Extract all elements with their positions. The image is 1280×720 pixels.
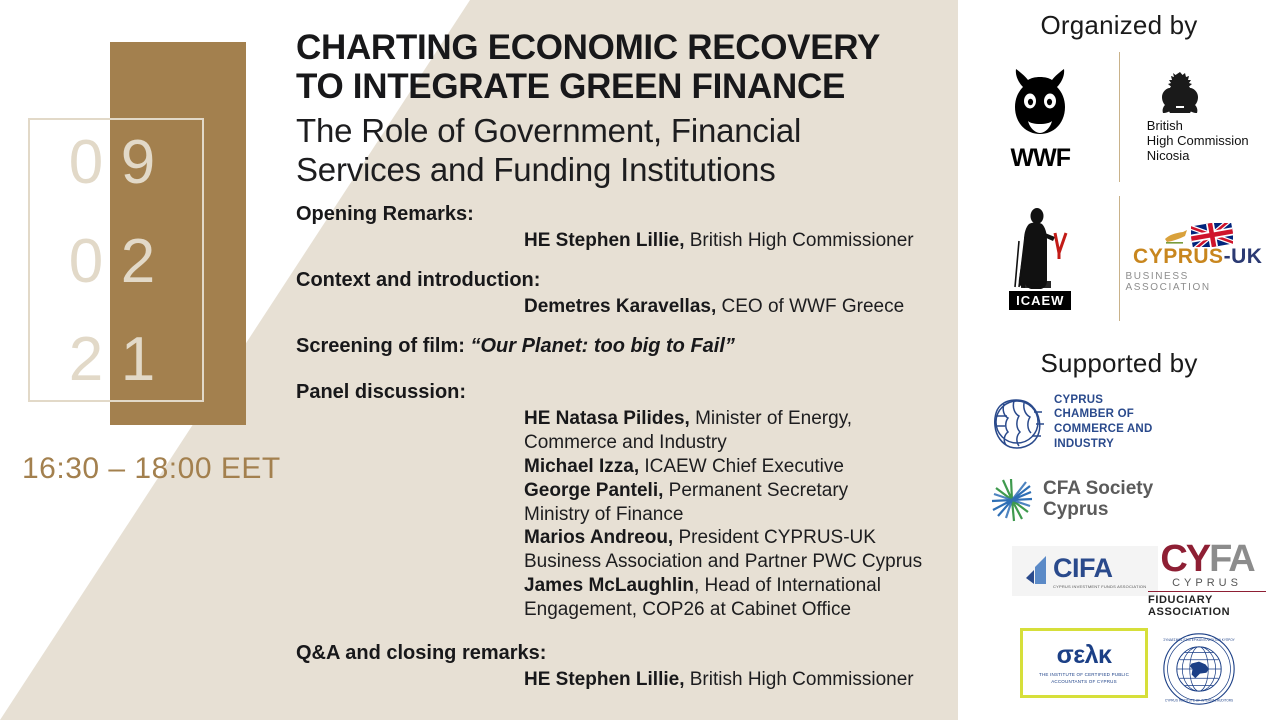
cifa-logo (1012, 546, 1158, 596)
chamber-line-1: CYPRUS (1054, 393, 1104, 406)
organized-logos-row-2 (968, 196, 1270, 321)
main-content (296, 28, 944, 694)
page-subtitle (296, 112, 944, 189)
wwf-wordmark: WWF (1010, 144, 1070, 172)
sponsor-rail (958, 0, 1280, 720)
speaker-name: Demetres Karavellas, (524, 295, 717, 317)
selk-sub-line-1: THE INSTITUTE OF CERTIFIED PUBLIC (1039, 672, 1130, 677)
agenda-spacer (296, 255, 944, 265)
panelist-role: , Head of International (694, 575, 881, 597)
agenda-speakers-closing (296, 668, 944, 692)
wwf-mark (997, 61, 1083, 173)
panelist-role: President CYPRUS-UK (673, 527, 876, 549)
svg-text:CYPRUS INSTITUTE OF INTERNAL A: CYPRUS INSTITUTE OF INTERNAL AUDITORS (1164, 698, 1234, 703)
date-year-second: 1 (120, 325, 164, 395)
agenda-speakers-context (296, 295, 944, 319)
panelist-name: Marios Andreou, (524, 527, 674, 549)
chamber-emblem-icon (990, 392, 1046, 452)
chamber-line-2: CHAMBER OF (1054, 408, 1134, 421)
speaker-entry (524, 229, 944, 253)
cyprus-chamber-text (1054, 393, 1152, 452)
organized-by-heading: Organized by (1040, 10, 1198, 40)
agenda-label-opening: Opening Remarks: (296, 202, 474, 225)
cfa-society-logo (990, 478, 1153, 522)
logo-divider (1119, 52, 1120, 182)
cifa-chart-icon (1024, 554, 1050, 588)
date-month-row (28, 226, 204, 296)
cyfa-fa: FA (1209, 538, 1254, 580)
list-item (524, 407, 944, 431)
cyfa-cyprus-label: CYPRUS (1172, 577, 1242, 590)
agenda-item-film-screening (296, 331, 944, 361)
panelist-role: ICAEW Chief Executive (639, 455, 844, 477)
panelist-name: Michael Izza, (524, 455, 640, 477)
title-line-1: CHARTING ECONOMIC RECOVERY (296, 28, 880, 67)
cifa-wordmark: CIFA (1053, 553, 1113, 583)
supported-by-heading: Supported by (1040, 348, 1198, 378)
panelist-name: HE Natasa Pilides, (524, 407, 690, 429)
panelist-name: George Panteli, (524, 479, 664, 501)
organized-logos-row-1 (968, 52, 1270, 182)
bhc-line-1: British (1146, 118, 1183, 134)
list-item (524, 526, 944, 550)
cifa-text (1053, 553, 1146, 589)
event-time: 16:30 – 18:00 EET (22, 452, 281, 485)
cfa-society-mark (990, 478, 1153, 522)
speaker-role: British High Commissioner (684, 229, 914, 251)
panelist-role: Permanent Secretary (663, 479, 849, 501)
chamber-line-3: COMMERCE AND (1054, 423, 1153, 435)
union-jack-icon (1191, 223, 1233, 247)
cfa-line-2: Cyprus (1043, 499, 1109, 520)
speaker-role: British High Commissioner (684, 669, 914, 691)
date-month-first: 0 (68, 226, 112, 296)
cyprus-island-icon (1163, 227, 1189, 247)
cyprus-uk-emblems (1125, 225, 1270, 247)
agenda-label-closing: Q&A and closing remarks: (296, 642, 547, 665)
cyfa-mark (1148, 538, 1266, 619)
speaker-role: CEO of WWF Greece (716, 295, 905, 317)
cyprus-uk-subtitle: BUSINESS ASSOCIATION (1125, 270, 1211, 293)
panelist-role-continued: Ministry of Finance (524, 503, 684, 525)
date-year-first: 2 (68, 325, 112, 395)
cfa-line-1: CFA Society (1043, 478, 1154, 500)
agenda-label-panel: Panel discussion: (296, 380, 467, 403)
panelist-name: James McLaughlin (524, 575, 694, 597)
speaker-entry (524, 295, 944, 319)
bhc-mark (1147, 70, 1249, 164)
date-day-second: 9 (120, 128, 164, 197)
cyfa-cy: CY (1160, 538, 1210, 580)
title-line-2: TO INTEGRATE GREEN FINANCE (296, 67, 845, 107)
cyprus-uk-cyprus: CYPRUS (1133, 244, 1224, 268)
cyprus-chamber-mark (990, 392, 1152, 452)
cyfa-divider (1148, 591, 1266, 592)
panelist-role-continued: Engagement, COP26 at Cabinet Office (524, 599, 852, 621)
date-day-row (28, 128, 204, 197)
panelist-list (296, 407, 944, 622)
wwf-logo (968, 61, 1113, 173)
bhc-text (1147, 119, 1249, 164)
cifa-mark (1012, 546, 1158, 596)
date-day-first: 0 (68, 128, 112, 197)
agenda-speakers-opening (296, 229, 944, 253)
agenda-spacer (296, 321, 944, 331)
selk-logo (1020, 628, 1148, 698)
agenda-item-closing-remarks (296, 638, 944, 692)
list-item (524, 479, 944, 503)
film-label-text: Screening of film: (296, 334, 471, 357)
date-year-row (28, 325, 204, 395)
page-title (296, 28, 944, 106)
cfa-pinwheel-icon (990, 478, 1034, 522)
cyfa-logo (1148, 538, 1266, 619)
list-item (524, 574, 944, 598)
cyfa-wordmark (1160, 538, 1254, 580)
agenda-item-context (296, 265, 944, 319)
cifa-subtitle: CYPRUS INVESTMENT FUNDS ASSOCIATION (1053, 584, 1147, 589)
cyprus-uk-wordmark (1133, 245, 1262, 269)
panelist-role: Minister of Energy, (689, 407, 853, 429)
chamber-line-4: INDUSTRY (1054, 437, 1114, 450)
agenda-spacer (296, 363, 944, 377)
british-high-commission-logo (1125, 70, 1270, 164)
agenda-label-film (296, 331, 944, 361)
agenda-label-context: Context and introduction: (296, 268, 541, 291)
selk-sub-line-2: ACCOUNTANTS OF CYPRUS (1051, 678, 1117, 684)
event-date (28, 118, 204, 402)
icaew-logo (968, 207, 1113, 310)
cfa-society-text (1043, 479, 1153, 520)
icaew-mark (998, 207, 1082, 310)
subtitle-line-2: Services and Funding Institutions (296, 150, 776, 188)
cyfa-fiduciary-label: FIDUCIARY ASSOCIATION (1148, 594, 1231, 619)
cyprus-uk-uk: -UK (1223, 244, 1263, 268)
speaker-name: HE Stephen Lillie, (524, 669, 685, 691)
selk-subtitle (1039, 672, 1129, 685)
agenda-item-opening-remarks (296, 199, 944, 253)
cyprus-uk-mark (1125, 225, 1270, 293)
selk-wordmark: σελκ (1056, 641, 1112, 669)
justice-figure-icon (1009, 207, 1071, 293)
agenda-item-panel-discussion (296, 377, 944, 622)
royal-crest-icon (1147, 70, 1213, 116)
bhc-line-3: Nicosia (1146, 147, 1190, 163)
selk-mark (1020, 628, 1148, 698)
panelist-role-continued: Commerce and Industry (524, 431, 727, 453)
date-month-second: 2 (120, 226, 164, 296)
speaker-entry (524, 668, 944, 692)
logo-divider (1119, 196, 1120, 321)
cyprus-uk-logo (1125, 225, 1270, 293)
subtitle-line-1: The Role of Government, Financial (296, 112, 802, 150)
svg-text:ΣΥΝΔΕΣΜΟΣ ΕΣΩΤΕΡΙΚΩΝ ΕΛΕΓΚΤΩΝ: ΣΥΝΔΕΣΜΟΣ ΕΣΩΤΕΡΙΚΩΝ ΕΛΕΓΚΤΩΝ ΚΥΠΡΟΥ (1163, 638, 1235, 643)
panda-icon (1003, 61, 1077, 141)
globe-seal-icon (1162, 632, 1236, 706)
icaew-wordmark: ICAEW (1009, 291, 1071, 310)
film-title: “Our Planet: too big to Fail” (470, 334, 735, 357)
cyprus-chamber-logo (990, 392, 1152, 452)
list-item (524, 455, 944, 479)
panelist-role-continued: Business Association and Partner PWC Cyprus (524, 551, 923, 573)
cyprus-institute-internal-auditors-logo (1162, 632, 1236, 711)
speaker-name: HE Stephen Lillie, (524, 229, 685, 251)
agenda-spacer (296, 624, 944, 638)
agenda-list (296, 199, 944, 692)
bhc-line-2: High Commission (1146, 133, 1249, 149)
